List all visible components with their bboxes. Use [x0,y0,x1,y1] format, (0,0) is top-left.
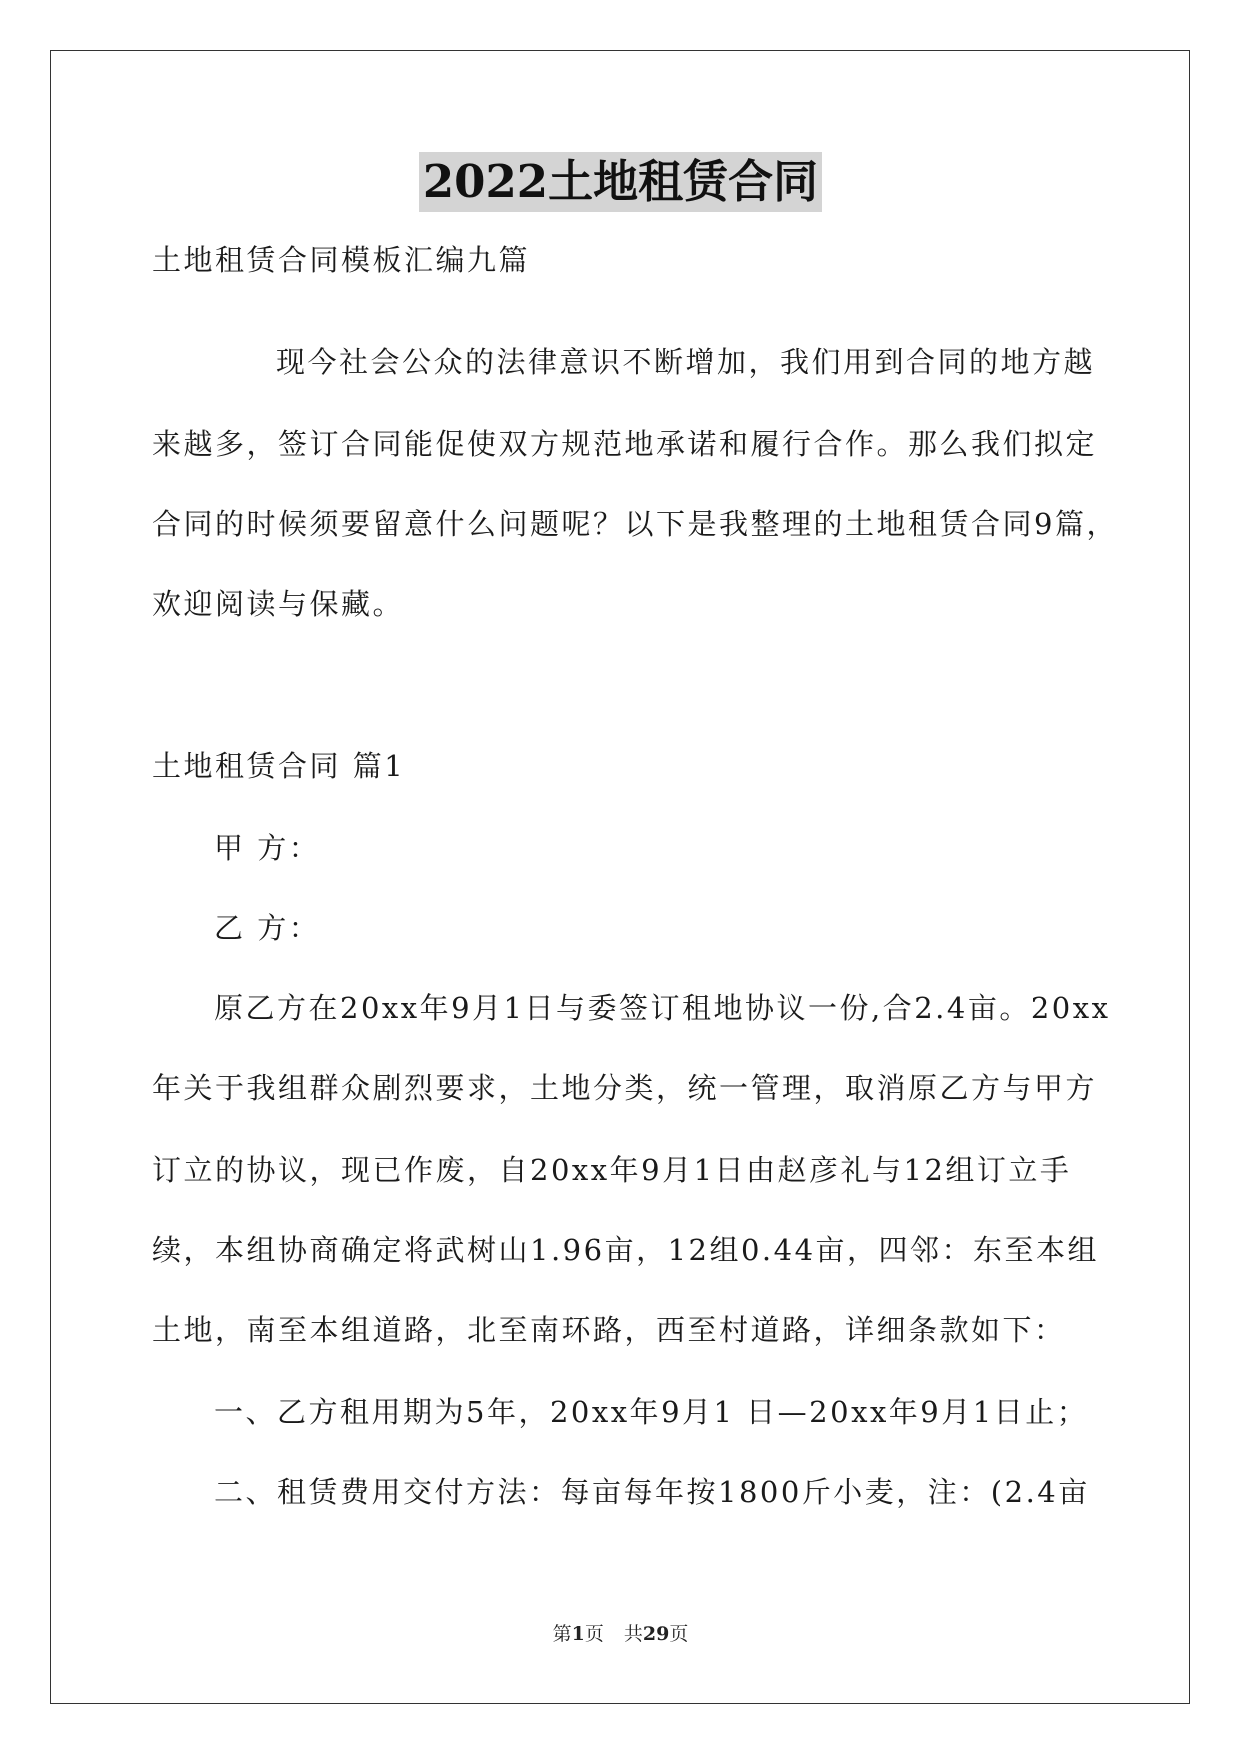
body-line-5: 土地，南至本组道路，北至南环路，西至村道路，详细条款如下： [152,1313,1066,1347]
page-current: 1 [571,1623,585,1645]
body-line-4: 续，本组协商确定将武树山1.96亩，12组0.44亩，四邻：东至本组 [152,1233,1100,1267]
page-border [50,50,1190,1704]
clause-line-2: 二、租赁费用交付方法：每亩每年按1800斤小麦，注：(2.4亩 [214,1475,1090,1509]
document-title: 2022土地租赁合同 [419,152,822,212]
page-suffix: 页 [584,1623,604,1645]
body-line-1: 原乙方在20xx年9月1日与委签订租地协议一份,合2.4亩。20xx [214,991,1111,1025]
clause-line-1: 一、乙方租用期为5年，20xx年9月1 日—20xx年9月1日止； [214,1395,1089,1429]
party-a-label: 甲 方： [214,831,321,865]
intro-line-4: 欢迎阅读与保藏。 [152,587,405,621]
total-suffix: 页 [669,1623,689,1645]
party-b-label: 乙 方： [214,911,321,945]
intro-line-1: 现今社会公众的法律意识不断增加，我们用到合同的地方越 [276,345,1096,379]
section-heading: 土地租赁合同 篇1 [152,749,406,783]
total-prefix: 共 [623,1623,643,1645]
body-line-2: 年关于我组群众剧烈要求，土地分类，统一管理，取消原乙方与甲方 [152,1071,1098,1105]
title-container [0,152,1241,212]
document-subtitle: 土地租赁合同模板汇编九篇 [152,243,531,277]
page-total: 29 [642,1623,670,1645]
body-line-3: 订立的协议，现已作废，自20xx年9月1日由赵彦礼与12组订立手 [152,1153,1072,1187]
intro-line-2: 来越多，签订合同能促使双方规范地承诺和履行合作。那么我们拟定 [152,427,1098,461]
page-footer [0,1621,1241,1647]
page-prefix: 第 [552,1623,572,1645]
intro-line-3: 合同的时候须要留意什么问题呢？以下是我整理的土地租赁合同9篇， [152,507,1118,541]
